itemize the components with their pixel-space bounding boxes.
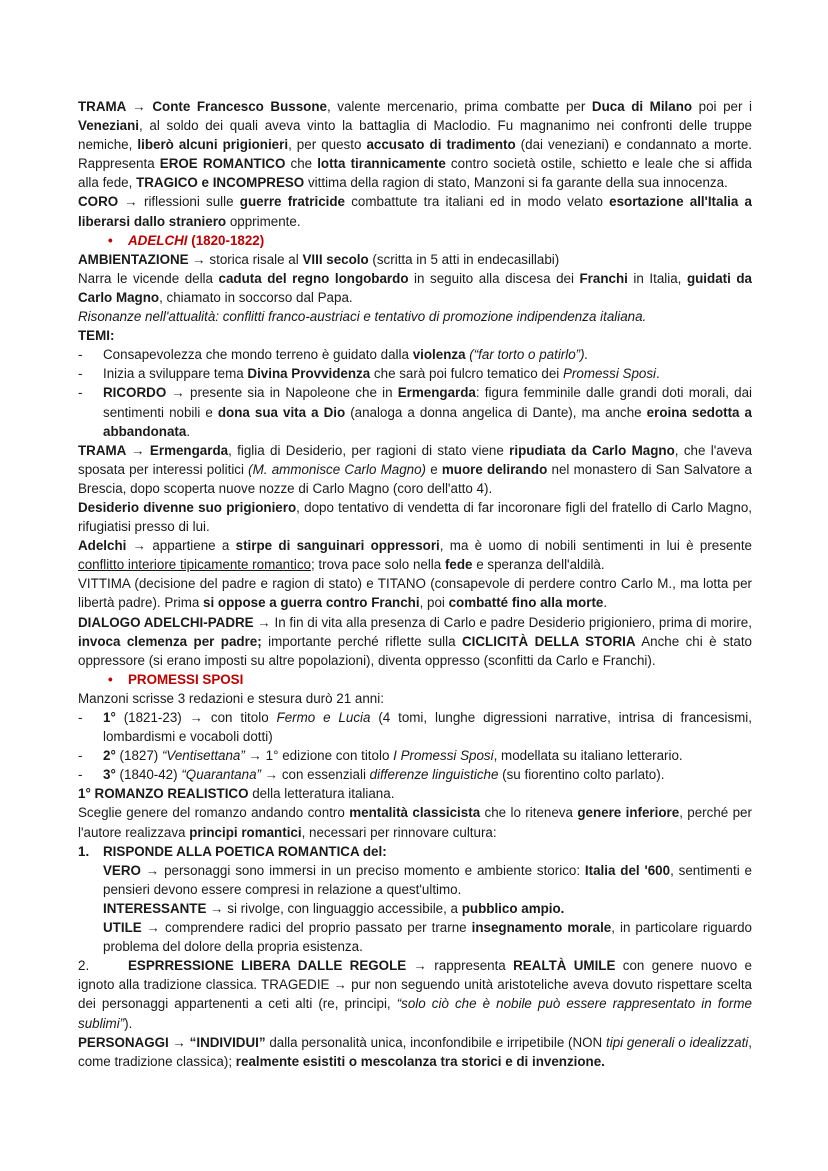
paragraph-trama-ermengarda: TRAMA → Ermengarda, figlia di Desiderio, per ragioni di stato viene ripudiata da Carlo Magno, che l'aveva sposata per interessi politici (M. ammonisce Carlo Magno) e muore delirando nel monastero di San Salvatore a Brescia, dopo scoperta nuove nozze di Carlo Magno (coro dell'atto 4). xyxy=(78,442,753,496)
numbered-item-2: 2. ESPRRESSIONE LIBERA DALLE REGOLE → rappresenta REALTÀ UMILE con genere nuovo e ignoto alla tradizione classica. TRAGEDIE → pur non seguendo unità aristoteliche aveva dovuto rispettare scelta dei personaggi appartenenti a ceti alti (re, principi, “solo ciò che è nobile può essere rappresentato in forme sublimi”). xyxy=(78,958,753,1031)
paragraph-dialogo: DIALOGO ADELCHI-PADRE → In fin di vita alla presenza di Carlo e padre Desiderio prigioniero, prima di morire, invoca clemenza per padre; importante perché riflette sulla CICLICITÀ DELLA STORIA Anche chi è stato oppressore (si erano imposti su altre popolazioni), diventa oppresso (sconfitti da Carlo e Franchi). xyxy=(78,614,752,668)
list-item-redazione-2: - 2° (1827) “Ventisettana” → 1° edizione con titolo I Promessi Sposi, modellata su italiano letterario. xyxy=(78,748,683,764)
subitem-interessante: INTERESSANTE → si rivolge, con linguaggio accessibile, a pubblico ampio. xyxy=(103,900,565,916)
heading-promessi-sposi: • PROMESSI SPOSI xyxy=(78,670,752,689)
document-page xyxy=(78,97,752,1071)
paragraph-romanzo-realistico: 1° ROMANZO REALISTICO della letteratura italiana. xyxy=(78,786,395,802)
list-item-ricordo: - RICORDO → presente sia in Napoleone che in Ermengarda: figura femminile dalle grandi doti morali, dai sentimenti nobili e dona sua vita a Dio (analoga a donna angelica di Dante), ma anche eroina sedotta a abbandonata. xyxy=(78,385,752,439)
paragraph-redazioni: Manzoni scrisse 3 redazioni e stesura durò 21 anni: xyxy=(78,690,384,706)
subitem-vero: VERO → personaggi sono immersi in un preciso momento e ambiente storico: Italia del '600, sentimenti e pensieri devono essere compresi in relazione a quest'ultimo. xyxy=(103,862,752,897)
bullet-icon: • xyxy=(108,671,113,687)
list-item-violenza: - Consapevolezza che mondo terreno è guidato dalla violenza (“far torto o patirlo”). xyxy=(78,347,589,363)
paragraph-ambientazione: AMBIENTAZIONE → storica risale al VIII secolo (scritta in 5 atti in endecasillabi) xyxy=(78,251,560,267)
subitem-utile: UTILE → comprendere radici del proprio passato per trarne insegnamento morale, in particolare riguardo problema del dolore della propria esistenza. xyxy=(103,920,752,955)
paragraph-genere-romanzo: Sceglie genere del romanzo andando contro mentalità classicista che lo riteneva genere inferiore, perché per l'autore realizzava principi romantici, necessari per rinnovare cultura: xyxy=(78,805,752,840)
paragraph-personaggi: PERSONAGGI → “INDIVIDUI” dalla personalità unica, inconfondibile e irripetibile (NON tipi generali o idealizzati, come tradizione classica); realmente esistiti o mescolanza tra storici e di invenzione. xyxy=(78,1034,753,1069)
paragraph-desiderio: Desiderio divenne suo prigioniero, dopo tentativo di vendetta di far incoronare figli del fratello di Carlo Magno, rifugiatisi presso di lui. xyxy=(78,499,752,535)
paragraph-trama-carmagnola: TRAMA → Conte Francesco Bussone, valente mercenario, prima combatte per Duca di Milano poi per i Veneziani, al soldo dei quali aveva vinto la battaglia di Maclodio. Fu magnanimo nei confronti delle truppe nemiche, liberò alcuni prigionieri, per questo accusato di tradimento (dai veneziani) e condannato a morte. Rappresenta EROE ROMANTICO che lotta tirannicamente contro società ostile, schietto e leale che si affida alla fede, TRAGICO e INCOMPRESO vittima della ragion di stato, Manzoni si fa garante della sua innocenza. xyxy=(78,99,753,191)
heading-temi: TEMI: xyxy=(78,328,115,344)
paragraph-narra: Narra le vicende della caduta del regno longobardo in seguito alla discesa dei Franchi in Italia, guidati da Carlo Magno, chiamato in soccorso dal Papa. xyxy=(78,270,752,305)
paragraph-coro: CORO → riflessioni sulle guerre fratricide combattute tra italiani ed in modo velato esortazione all'Italia a liberarsi dallo straniero opprimente. xyxy=(78,194,753,229)
numbered-item-1: 1. RISPONDE ALLA POETICA ROMANTICA del: xyxy=(78,843,387,859)
paragraph-risonanze: Risonanze nell'attualità: conflitti franco-austriaci e tentativo di promozione indipendenza italiana. xyxy=(78,309,647,325)
bullet-icon: • xyxy=(108,232,113,248)
paragraph-vittima-titano: VITTIMA (decisione del padre e ragion di stato) e TITANO (consapevole di perdere contro Carlo M., ma lotta per libertà padre). Prima si oppose a guerra contro Franchi, poi combatté fino alla morte. xyxy=(78,576,752,611)
list-item-redazione-3: - 3° (1840-42) “Quarantana” → con essenziali differenze linguistiche (su fiorentino colto parlato). xyxy=(78,767,665,783)
heading-adelchi: • ADELCHI (1820-1822) xyxy=(78,231,752,250)
list-item-provvidenza: - Inizia a sviluppare tema Divina Provvidenza che sarà poi fulcro tematico dei Promessi Sposi. xyxy=(78,366,660,382)
list-item-redazione-1: - 1° (1821-23) → con titolo Fermo e Lucia (4 tomi, lunghe digressioni narrative, intrisa di francesismi, lombardismi e vocaboli dotti) xyxy=(78,710,752,745)
paragraph-adelchi: Adelchi → appartiene a stirpe di sanguinari oppressori, ma è uomo di nobili sentimenti in lui è presente conflitto interiore tipicamente romantico; trova pace solo nella fede e speranza dell'aldilà. xyxy=(78,538,752,573)
